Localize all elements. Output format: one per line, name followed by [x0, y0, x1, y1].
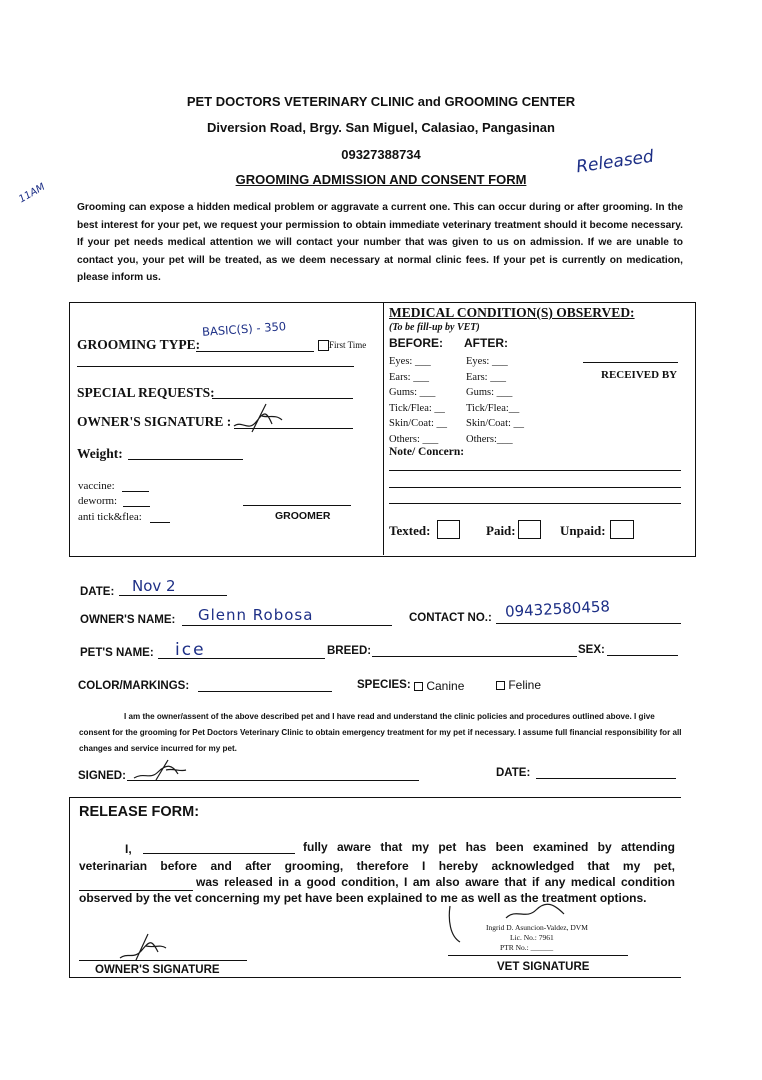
first-time-label: First Time	[329, 340, 367, 350]
note-line-2[interactable]	[389, 487, 681, 488]
vet-stamp-name: Ingrid D. Asuncion-Valdez, DVM	[486, 923, 588, 932]
owner-name-value: Glenn Robosa	[198, 606, 314, 624]
form-title: GROOMING ADMISSION AND CONSENT FORM	[235, 172, 527, 187]
color-markings-field[interactable]	[198, 691, 332, 692]
sex-field[interactable]	[607, 655, 678, 656]
after-others[interactable]: Others:___	[466, 433, 513, 445]
owner-name-field[interactable]	[182, 625, 392, 626]
anti-tick-field[interactable]	[150, 522, 170, 523]
first-time-option[interactable]	[318, 340, 366, 351]
clinic-phone: 09327388734	[341, 147, 421, 162]
unpaid-checkbox[interactable]	[610, 520, 634, 539]
unpaid-label: Unpaid:	[560, 523, 606, 538]
owner-signature-label: OWNER'S SIGNATURE :	[77, 414, 232, 429]
vet-stamp-ptr: PTR No.: ______	[500, 943, 554, 952]
sex-label: SEX:	[578, 644, 605, 656]
medical-title: MEDICAL CONDITION(S) OBSERVED:	[389, 305, 635, 320]
groomer-label: GROOMER	[275, 510, 331, 522]
signed-date-field[interactable]	[536, 778, 676, 779]
time-handwritten-note: 11AM	[17, 181, 48, 206]
after-list	[466, 354, 524, 448]
anti-tick-label: anti tick&flea:	[78, 511, 142, 523]
signed-label: SIGNED:	[78, 770, 126, 782]
date-field[interactable]	[119, 595, 227, 596]
box-divider	[383, 303, 384, 555]
texted-label: Texted:	[389, 523, 431, 538]
intro-paragraph: Grooming can expose a hidden medical problem or aggravate a current one. This can occur during or after grooming. In the best interest for your pet, we request your permission to obtain immediate veterinary treatment should it become necessary. If your pet needs medical attention we will contact your number that was given to us on admission. If we are unable to contact you, your pet will be treated, as we deem necessary at normal clinic fees. If your pet is currently on medication, please inform us.	[77, 202, 683, 283]
before-eyes[interactable]: Eyes: ___	[389, 356, 431, 367]
owner-release-signature-line[interactable]	[79, 960, 247, 961]
clinic-name: PET DOCTORS VETERINARY CLINIC and GROOMING CENTER	[186, 94, 576, 109]
paid-checkbox[interactable]	[518, 520, 541, 539]
groomer-signature-line[interactable]	[243, 505, 351, 506]
feline-checkbox[interactable]	[496, 681, 505, 690]
weight-label: Weight:	[77, 446, 123, 461]
before-skin-coat[interactable]: Skin/Coat: __	[389, 418, 448, 430]
release-line-4: observed by the vet concerning my pet have been explained to me as well as the treatment options.	[79, 891, 647, 905]
first-time-checkbox[interactable]	[318, 340, 329, 351]
special-requests-field[interactable]	[212, 398, 353, 399]
after-eyes[interactable]: Eyes: ___	[466, 356, 508, 367]
date-label: DATE:	[80, 586, 115, 598]
release-name-field[interactable]	[143, 853, 295, 854]
signed-date-label: DATE:	[496, 767, 531, 779]
before-gums[interactable]: Gums: ___	[389, 387, 436, 399]
after-gums[interactable]: Gums: ___	[466, 387, 513, 399]
pet-name-label: PET'S NAME:	[80, 647, 154, 659]
before-label: BEFORE:	[389, 336, 443, 350]
consent-paragraph: I am the owner/assent of the above described pet and I have read and understand the clinic policies and procedures outlined above. I give consent for the grooming for Pet Doctors Veterinary Clinic to obtain emergency treatment for my pet if necessary. I assume full financial responsibility for all changes and service incurred for my pet.	[79, 712, 682, 753]
canine-option[interactable]	[414, 679, 464, 693]
deworm-label: deworm:	[78, 495, 118, 507]
medical-subtitle: (To be fill-up by VET)	[389, 322, 480, 333]
received-by-label: RECEIVED BY	[601, 369, 678, 381]
release-title: RELEASE FORM:	[79, 804, 200, 820]
after-skin-coat[interactable]: Skin/Coat: __	[466, 418, 525, 430]
contact-label: CONTACT NO.:	[409, 612, 492, 624]
contact-field[interactable]	[496, 623, 681, 624]
canine-label: Canine	[426, 679, 465, 693]
texted-checkbox[interactable]	[437, 520, 460, 539]
feline-label: Feline	[508, 678, 542, 692]
release-i-label: I,	[125, 842, 132, 856]
paid-label: Paid:	[486, 523, 516, 538]
contact-value: 09432580458	[504, 597, 611, 621]
vet-signature-line[interactable]	[448, 955, 628, 956]
vet-signature-label: VET SIGNATURE	[497, 961, 590, 973]
breed-field[interactable]	[372, 656, 577, 657]
consent-signature-scribble	[132, 758, 188, 784]
after-ears[interactable]: Ears: ___	[466, 371, 506, 383]
received-by-line[interactable]	[583, 362, 678, 363]
canine-checkbox[interactable]	[414, 682, 423, 691]
before-list	[389, 354, 447, 448]
clinic-address: Diversion Road, Brgy. San Miguel, Calasiao, Pangasinan	[207, 120, 555, 135]
release-line-3: was released in a good condition, I am also aware that if any medical condition	[196, 875, 675, 889]
before-others[interactable]: Others: ___	[389, 433, 439, 445]
owner-release-signature-label: OWNER'S SIGNATURE	[95, 964, 220, 976]
grooming-type-label: GROOMING TYPE:	[77, 337, 201, 352]
note-line-1[interactable]	[389, 470, 681, 471]
release-line-2: veterinarian before and after grooming, therefore I hereby acknowledged that my pet,	[79, 859, 675, 873]
weight-field[interactable]	[128, 459, 243, 460]
vaccine-field[interactable]	[122, 491, 149, 492]
date-value: Nov 2	[132, 577, 176, 595]
grooming-type-value[interactable]: BASIC(S) - 350	[201, 319, 287, 339]
after-label: AFTER:	[464, 336, 508, 350]
deworm-field[interactable]	[123, 506, 150, 507]
owner-signature-scribble	[232, 402, 284, 436]
species-label: SPECIES:	[357, 679, 411, 691]
released-handwritten-note: Released	[574, 146, 655, 178]
release-line-1: fully aware that my pet has been examined by attending	[303, 840, 675, 854]
pet-name-value: ice	[175, 640, 206, 660]
after-tick-flea[interactable]: Tick/Flea:__	[466, 402, 520, 414]
note-label: Note/ Concern:	[389, 446, 465, 458]
special-requests-label: SPECIAL REQUESTS:	[77, 385, 215, 400]
color-markings-label: COLOR/MARKINGS:	[78, 680, 190, 692]
breed-label: BREED:	[327, 645, 372, 657]
vet-stamp	[486, 923, 588, 953]
note-line-3[interactable]	[389, 503, 681, 504]
vet-stamp-license: Lic. No.: 7961	[510, 933, 554, 942]
before-tick-flea[interactable]: Tick/Flea: __	[389, 402, 445, 414]
feline-option[interactable]	[496, 678, 541, 692]
vaccine-label: vaccine:	[78, 480, 115, 492]
before-ears[interactable]: Ears: ___	[389, 371, 429, 383]
owner-name-label: OWNER'S NAME:	[80, 614, 176, 626]
